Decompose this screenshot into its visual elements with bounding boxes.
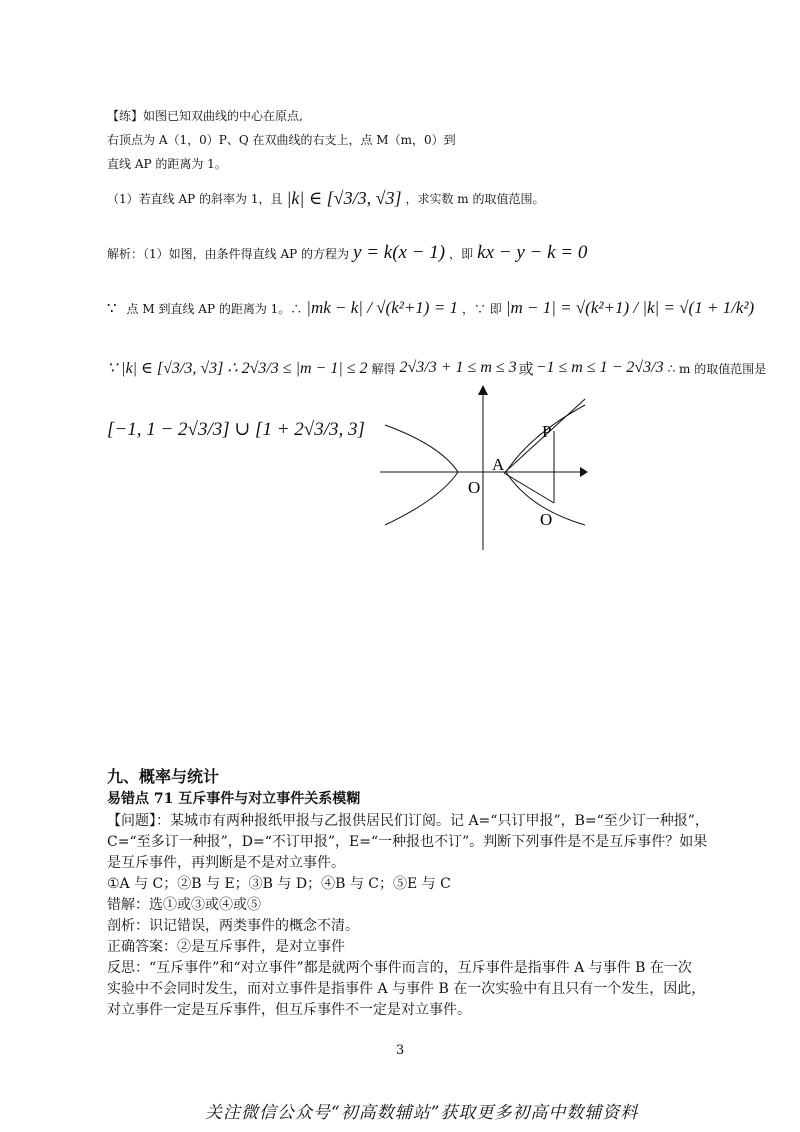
solution-line-1-mid: ，即: [449, 246, 474, 261]
m-minus-1-equation: |m − 1| = √(k²+1) / |k| = √(1 + 1/k²): [505, 298, 755, 317]
exercise-line-1: 【练】如图已知双曲线的中心在原点,: [107, 109, 303, 123]
label-q: O: [540, 510, 553, 529]
correct-answer: 正确答案：②是互斥事件，是对立事件: [107, 939, 345, 955]
segment-aq: [504, 473, 554, 503]
solution-line-1-prefix: 解析：（1）如图，由条件得直线 AP 的方程为: [107, 246, 350, 261]
reflection-line-1: 反思：“互斥事件”和“对立事件”都是就两个事件而言的，互斥事件是指事件 A 与事件 B 在一次: [107, 960, 692, 976]
label-o: O: [468, 478, 481, 497]
m-range-upper: 2√3/3 + 1 ≤ m ≤ 3: [399, 359, 517, 376]
problem-line-1: 【问题】：某城市有两种报纸甲报与乙报供居民们订阅。记 A=“只订甲报”，B=“至少订一种报”，: [107, 813, 709, 829]
solution-line-2-text: 点 M 到直线 AP 的距离为 1。∴: [126, 301, 303, 316]
problem-line-2: C=“至多订一种报”，D=“不订甲报”，E=“一种报也不订”。判断下列事件是不是互斥事件？如果: [107, 834, 708, 850]
line-equation: y = k(x − 1): [353, 242, 446, 263]
wrong-answer: 错解：选①或③或④或⑤: [107, 897, 261, 913]
question-1-suffix: ，求实数 m 的取值范围。: [405, 191, 545, 206]
hyperbola-graph: [380, 385, 590, 555]
section-title: 九、概率与统计: [107, 767, 220, 786]
footer-promo: 关注微信公众号“初高数辅站”获取更多初高中数辅资料: [205, 1103, 639, 1123]
label-p: P: [542, 422, 552, 441]
distance-equation: |mk − k| / √(k²+1) = 1: [306, 298, 458, 317]
section-subtitle: 易错点 71 互斥事件与对立事件关系模糊: [107, 791, 361, 807]
or-word: 或: [518, 359, 534, 378]
because-symbol: ∵: [107, 299, 117, 317]
hyperbola-left-branch: [385, 425, 458, 525]
solution-line-3-suffix: ∴ m 的取值范围是: [667, 361, 767, 376]
exercise-line-3: 直线 AP 的距离为 1。: [107, 157, 227, 171]
question-1-math: |k| ∈ [√3/3, √3]: [286, 187, 402, 208]
line-equation-general: kx − y − k = 0: [477, 242, 588, 263]
x-axis-arrow-icon: [580, 467, 588, 477]
reflection-line-2: 实验中不会同时发生，而对立事件是指事件 A 与事件 B 在一次实验中有且只有一个发生，因此，: [107, 981, 706, 997]
analysis: 剖析：识记错误，两类事件的概念不清。: [107, 918, 359, 934]
solution-line-3: [107, 346, 766, 390]
solution-line-2-mid: ，∵ 即: [461, 301, 502, 316]
y-axis-arrow-icon: [478, 385, 488, 395]
question-1-prefix: （1）若直线 AP 的斜率为 1，且: [107, 191, 283, 206]
answer-interval: [−1, 1 − 2√3/3] ∪ [1 + 2√3/3, 3]: [107, 419, 365, 440]
range-of-abs-m-minus-1: ∵ |k| ∈ [√3/3, √3] ∴ 2√3/3 ≤ |m − 1| ≤ 2: [107, 360, 368, 377]
solution-line-3-mid: 解得: [371, 361, 396, 376]
label-a: A: [492, 455, 505, 474]
m-range-lower: −1 ≤ m ≤ 1 − 2√3/3: [535, 359, 664, 376]
problem-options: ①A 与 C；②B 与 E；③B 与 D；④B 与 C；⑤E 与 C: [107, 876, 451, 892]
page-number: 3: [396, 1043, 405, 1058]
problem-line-3: 是互斥事件，再判断是不是对立事件。: [107, 855, 345, 871]
question-1: [107, 178, 544, 218]
reflection-line-3: 对立事件一定是互斥事件，但互斥事件不一定是对立事件。: [107, 1002, 471, 1018]
solution-line-2: [107, 286, 754, 330]
exercise-line-2: 右顶点为 A（1，0）P、Q 在双曲线的右支上，点 M（m，0）到: [107, 133, 456, 147]
solution-line-1: [107, 240, 591, 266]
